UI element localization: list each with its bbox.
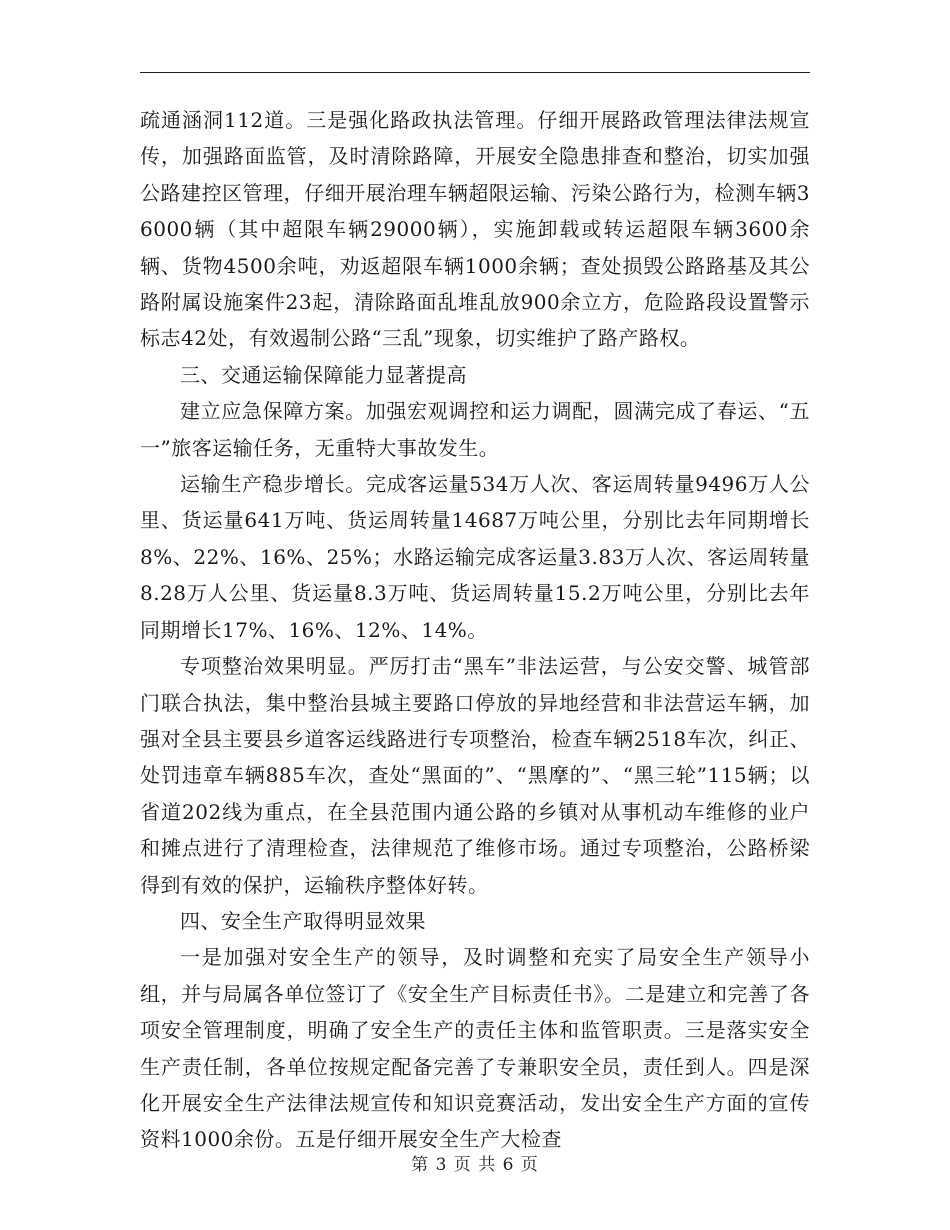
page-footer: 第 3 页 共 6 页	[411, 1155, 539, 1175]
paragraph-special-rectification: 专项整治效果明显。严厉打击“黑车”非法运营，与公安交警、城管部门联合执法，集中整治县城主要路口停放的异地经营和非法营运车辆，加强对全县主要县乡道客运线路进行专项整治，检查车辆2518车次，纠正、处罚违章车辆885车次，查处“黑面的”、“黑摩的”、“黑三轮”115辆；以省道202线为重点，在全县范围内通公路的乡镇对从事机动车维修的业户和摊点进行了清理检查，法律规范了维修市场。通过专项整治，公路桥梁得到有效的保护，运输秩序整体好转。	[140, 654, 810, 897]
section-heading-3: 三、交通运输保障能力显著提高	[180, 362, 467, 387]
section-heading-4: 四、安全生产取得明显效果	[180, 908, 426, 933]
header-rule	[140, 72, 810, 73]
paragraph-continuation: 疏通涵洞112道。三是强化路政执法管理。仔细开展路政管理法律法规宣传，加强路面监管，及时清除路障，开展安全隐患排查和整治，切实加强公路建控区管理，仔细开展治理车辆超限运输、污染公路行为，检测车辆36000辆（其中超限车辆29000辆），实施卸载或转运超限车辆3600余辆、货物4500余吨，劝返超限车辆1000余辆；查处损毁公路路基及其公路附属设施案件23起，清除路面乱堆乱放900余立方，危险路段设置警示标志42处，有效遏制公路“三乱”现象，切实维护了路产路权。	[140, 108, 810, 351]
paragraph-safety-production: 一是加强对安全生产的领导，及时调整和充实了局安全生产领导小组，并与局属各单位签订了《安全生产目标责任书》。二是建立和完善了各项安全管理制度，明确了安全生产的责任主体和监管职责。三是落实安全生产责任制，各单位按规定配备完善了专兼职安全员，责任到人。四是深化开展安全生产法律法规宣传和知识竞赛活动，发出安全生产方面的宣传资料1000余份。五是仔细开展安全生产大检查	[140, 945, 810, 1152]
document-body	[140, 102, 810, 1158]
paragraph-emergency-plan: 建立应急保障方案。加强宏观调控和运力调配，圆满完成了春运、“五一”旅客运输任务，无重特大事故发生。	[140, 399, 810, 460]
paragraph-transport-production: 运输生产稳步增长。完成客运量534万人次、客运周转量9496万人公里、货运量641万吨、货运周转量14687万吨公里，分别比去年同期增长8%、22%、16%、25%；水路运输完成客运量3.83万人次、客运周转量8.28万人公里、货运量8.3万吨、货运周转量15.2万吨公里，分别比去年同期增长17%、16%、12%、14%。	[140, 472, 810, 642]
